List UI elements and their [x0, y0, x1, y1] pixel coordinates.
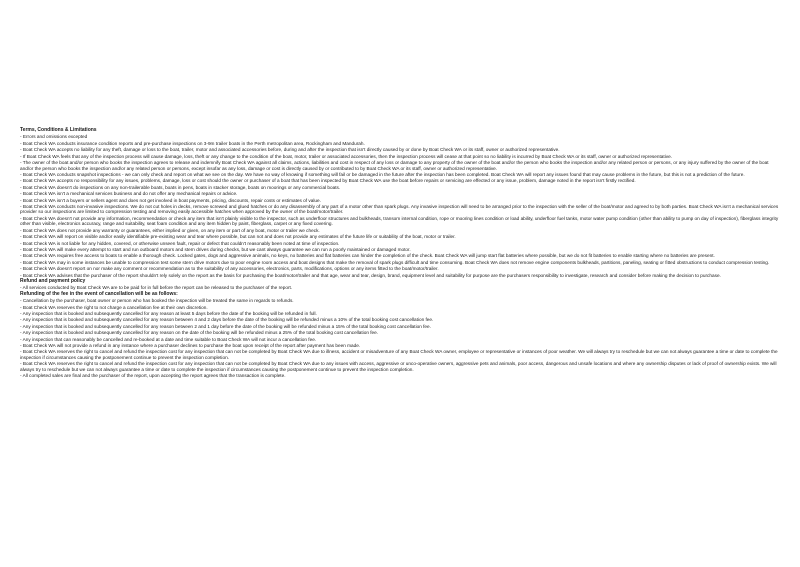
cancellation-paragraph: - Cancellation by the purchaser, boat owner or person who has booked the inspection will be treated the same in regards to refunds.	[20, 298, 294, 304]
terms-paragraph: - Boat Check WA isn't a buyers or sellers agent and does not get involved in boat payments, pricing, discounts, repair costs or estimates of value.	[20, 197, 321, 203]
cancellation-paragraph: - Boat Check WA reserves the right to cancel and refund the inspection cost for any inspection that can not be completed by Boat Check WA due to illness, accident or misadventure of any Boat Check WA owner, employee or representative or instances of poor weather. We will always try to reschedule but we can not always guarantee a time or date to complete the inspection if circumstances causing the postponement continue to prevent the inspection completion.	[20, 349, 778, 360]
terms-paragraph: - Errors and omissions excepted	[20, 134, 88, 140]
terms-paragraph: - Boat Check WA is not liable for any hidden, covered, or otherwise unseen fault, repair or defect that couldn't reasonably been noted at time of inspection.	[20, 240, 340, 246]
cancellation-heading: Refunding of the fee in the event of cancellation will be as follows:	[20, 290, 178, 297]
refund-heading: Refund and payment policy	[20, 277, 86, 284]
cancellation-paragraph: - Any inspection that is booked and subsequently cancelled for any reason at least 5 days before the date of the booking will be refunded in full.	[20, 310, 317, 316]
cancellation-paragraph: - Boat Check WA will not provide a refund in any instance where a purchaser declines to purchase the boat upon receipt of the report after payment has been made.	[20, 342, 361, 348]
cancellation-paragraph: - Any inspection that is booked and subsequently cancelled for any reason between 2 and 1 day before the date of the booking will be refunded minus a 15% of the total booking cost cancellation fee.	[20, 323, 431, 329]
terms-paragraph: - Boat Check WA accepts no responsibility for any issues, problems, damage, loss or cost should the owner or purchaser of a boat that has been inspected by Boat Check WA use the boat before repairs or servicing are effected or any issue, problem, damage noted in the report isn't firstly rectified.	[20, 178, 636, 184]
cancellation-paragraph: - All completed sales are final and the purchaser of the report, upon accepting the report agrees that the transaction is complete.	[20, 373, 286, 379]
terms-paragraph: - Boat Check WA conducts non-invasive inspections. We do not cut holes in decks, remove screwed and glued hatches or do any disassembly of any part of a motor other than spark plugs. Any invasive inspection will need to be arranged prior to the inspection with the seller of the boat/motor and agreed to by both parties. Boat Check WA isn't a mechanical services provider so our inspections are limited to compression testing and removing easily accessible hatches when approved by the owner of the boat/motor/trailer.	[20, 203, 779, 215]
terms-paragraph: - Boat Check WA conducts snapshot inspections - we can only check and report on what we see on the day. We have no way of knowing if something will fail or be damaged in the future after the inspection has been completed. Boat Check WA will report any issues found that may cause problems in the future, but this is not a prediction of the future.	[20, 171, 745, 177]
refund-paragraph: - All services conducted by Boat Check WA are to be paid for in full before the report can be released to the purchaser of the report.	[20, 285, 293, 291]
terms-paragraph: - Boat Check WA isn't a mechanical services business and do not offer any mechanical repairs or advice.	[20, 191, 238, 197]
terms-paragraph: - Boat Check WA may in some instances be unable to compression test some stern drive motors due to poor engine room access and boat designs that make the removal of spark plugs difficult and time consuming. Boat Check WA does not remove engine components bulkheads, partitions, paneling, seating or fitted obstructions to conduct compression testing.	[20, 259, 770, 265]
terms-paragraph: - Boat Check WA doesn't do inspections on any non-trailerable boats, boats in pens, boats in stacker storage, boats on moorings or any commercial boats.	[20, 184, 341, 190]
terms-paragraph: - Boat Check WA doesn't report on nor make any comment or recommendation as to the suitability of any accessories, electronics, parts, modifications, options or any items fitted to the boat/motor/trailer.	[20, 266, 439, 272]
terms-paragraphs	[20, 134, 783, 278]
terms-paragraph: - If Boat Check WA feels that any of the inspection process will cause damage, loss, theft or any change to the condition of the boat, motor, trailer or associated accessories, then the inspection process will cease at that point so no liability is incurred by Boat Check WA or its staff, owner or authorized representative.	[20, 153, 672, 159]
terms-paragraph: - Boat Check WA will report on visible and/or easily identifiable pre-existing wear and tear where possible, but can not and does not provide any estimates of the future life or suitability of the boat, motor or trailer.	[20, 234, 456, 240]
terms-paragraph: - Boat Check WA requires free access to boats to enable a thorough check. Locked gates, dogs and aggressive animals, no keys, no batteries and flat batteries can hinder the completion of the check. Boat Check WA will jump start flat batteries where possible, but we do not fit batteries to enable starting where no batteries are present.	[20, 253, 715, 259]
terms-paragraph: - The owner of the boat and/or person who books the inspection agrees to release and indemnify Boat Check WA against all claims, actions, liabilities and cost in respect of any loss or damage to any property of the owner of the boat and/or the person who books the inspection and/or any related person or persons, or any injury suffered by the owner of the boat and/or the person who books the inspection and/or any related person or persons, except insofar as any loss, damage or cost is directly caused by or contributed to by Boat Check WA or its staff, owner or authorized representative.	[20, 159, 769, 171]
terms-document	[20, 128, 783, 380]
terms-paragraph: - Boat Check WA conducts insurance condition reports and pre-purchase inspections on 3-9m trailer boats in the Perth metropolitan area, Rockingham and Mandurah.	[20, 140, 365, 146]
cancellation-paragraph: - Boat Check WA reserves the right to not charge a cancellation fee at their own discretion.	[20, 304, 208, 310]
terms-paragraph: - Boat Check WA does not provide any warranty or guarantees, either implied or given, on any item or part of any boat, motor or trailer we check.	[20, 227, 320, 233]
terms-paragraph: - Boat Check WA will make every attempt to start and run outboard motors and stern drives during checks, but we cant always guarantee we can run a poorly maintained or damaged motor.	[20, 247, 411, 253]
terms-paragraph: - Boat Check WA accepts no liability for any theft, damage or loss to the boat, trailer, motor and associated accessories before, during and after the inspection that isn't directly caused by or done by Boat Check WA or its staff, owner or authorized representative.	[20, 147, 560, 153]
cancellation-paragraph: - Boat Check WA reserves the right to cancel and refund the inspection cost for any inspection that can not be completed by Boat Check WA due to any issues with access, aggressive or unco-operative owners, aggressive pets and animals, poor access, dangerous and unsafe locations and where any ownership disputes or lack of proof of ownership exists. We will always try to reschedule but we can not always guarantee a time or date to complete the inspection if circumstances causing the postponement continue to prevent the inspection completion.	[20, 361, 777, 372]
cancellation-paragraph: - Any inspection that is booked and subsequently cancelled for any reason between 4 and 2 days before the date of the booking will be refunded minus a 10% of the total booking cost cancellation fee.	[20, 317, 434, 323]
terms-paragraph: - Boat Check WA doesn't not provide any information, recommendation or check any item that isn't plainly visible to the inspector, such as underfloor structures and bulkheads, transom internal condition, rope or mooring lines condition or load ability, underfloor fuel tanks, motor water pump condition (other than ability to pump on day of inspection), fiberglass integrity other than visible, electronics accuracy, range and suitability, seat foam condition and any item hidden by paint, fiberglass, carpet or any fixed covering.	[20, 215, 779, 227]
cancellation-paragraph: - Any inspection that can reasonably be cancelled and re-booked at a date and time suitable to Boat Check WA will not incur a cancellation fee.	[20, 336, 317, 342]
cancellation-paragraph: - Any inspection that is booked and subsequently cancelled for any reason on the date of the booking will be refunded minus a 25% of the total booking cost cancellation fee.	[20, 330, 379, 336]
terms-paragraph: - Boat Check WA advises that the purchaser of the report shouldn't rely solely on the report as the basis for purchasing the boat/motor/trailer and that age, wear and tear, design, brand, equipment level and suitability for purpose are the purchasers responsibility to investigate, research and consider before making the decision to purchase.	[20, 272, 721, 278]
cancellation-paragraphs	[20, 298, 783, 379]
terms-heading: Terms, Conditions & Limitations	[20, 127, 97, 133]
